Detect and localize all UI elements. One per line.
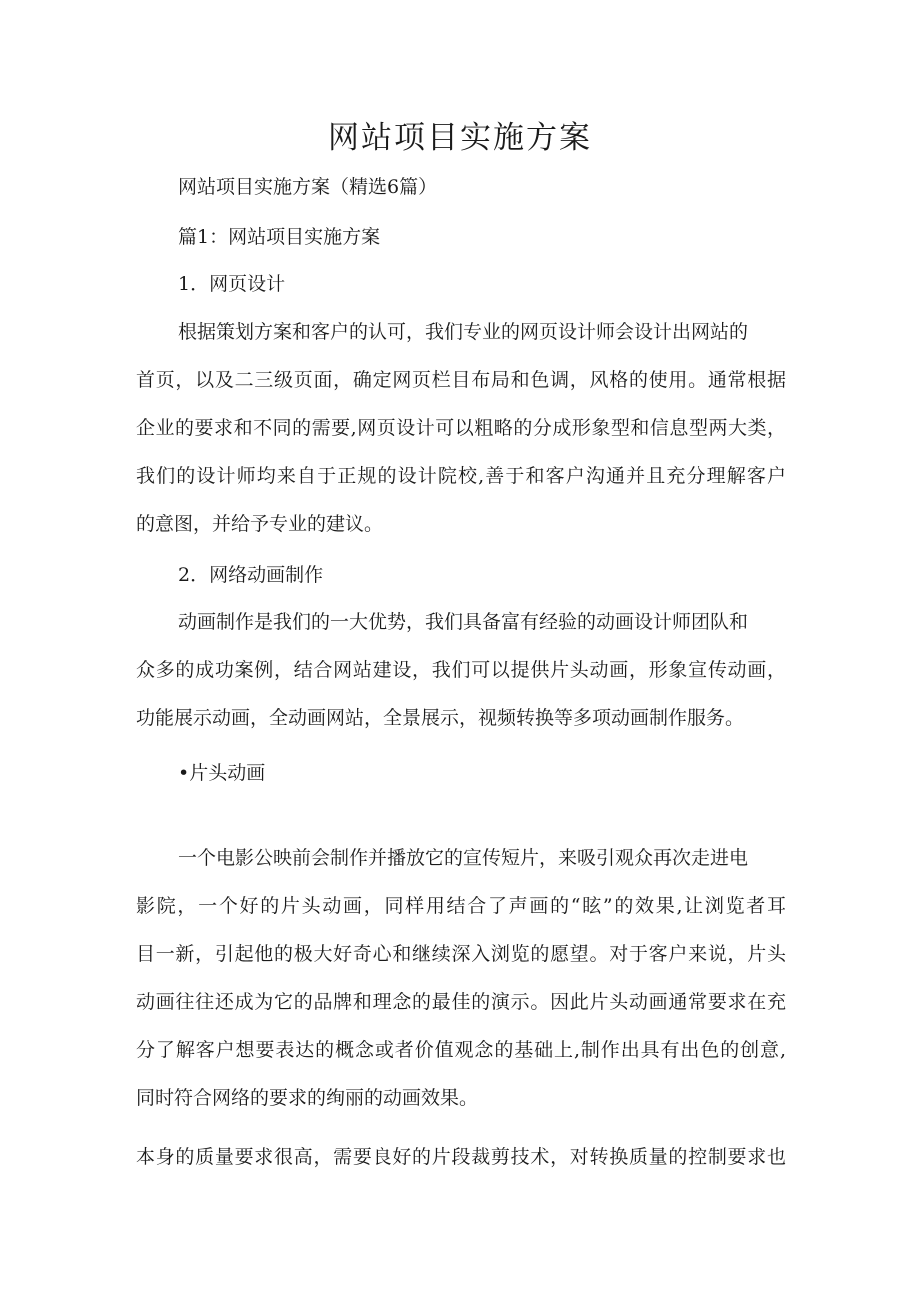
paragraph-line: 的意图，并给予专业的建议。	[136, 513, 384, 535]
section-heading-animation: 2．网络动画制作	[178, 564, 324, 586]
document-subtitle: 网站项目实施方案（精选6篇）	[178, 176, 438, 198]
paragraph-line: 动画往往还成为它的品牌和理念的最佳的演示。因此片头动画通常要求在充	[136, 991, 786, 1013]
paragraph-line: 一个电影公映前会制作并播放它的宣传短片，来吸引观众再次走进电	[178, 847, 749, 869]
paragraph-line: 企业的要求和不同的需要,网页设计可以粗略的分成形象型和信息型两大类，	[136, 417, 786, 439]
paragraph-line: 影院，一个好的片头动画，同样用结合了声画的“眩”的效果,让浏览者耳	[136, 895, 786, 917]
trailing-paragraph-line: 本身的质量要求很高，需要良好的片段裁剪技术，对转换质量的控制要求也	[136, 1146, 786, 1168]
bullet-item-intro-animation: •片头动画	[178, 762, 266, 784]
paragraph-line: 分了解客户想要表达的概念或者价值观念的基础上,制作出具有出色的创意,	[136, 1039, 786, 1061]
paragraph-line: 目一新，引起他的极大好奇心和继续深入浏览的愿望。对于客户来说，片头	[136, 943, 786, 965]
paragraph-line: 众多的成功案例，结合网站建设，我们可以提供片头动画，形象宣传动画，	[136, 659, 786, 681]
document-title: 网站项目实施方案	[328, 120, 592, 156]
chapter-heading: 篇1：网站项目实施方案	[178, 226, 381, 248]
paragraph-line: 我们的设计师均来自于正规的设计院校,善于和客户沟通并且充分理解客户	[136, 465, 786, 487]
paragraph-line: 根据策划方案和客户的认可，我们专业的网页设计师会设计出网站的	[178, 321, 749, 343]
paragraph-line: 功能展示动画，全动画网站，全景展示，视频转换等多项动画制作服务。	[136, 707, 745, 729]
paragraph-line: 首页，以及二三级页面，确定网页栏目布局和色调，风格的使用。通常根据	[136, 369, 786, 391]
paragraph-line: 同时符合网络的要求的绚丽的动画效果。	[136, 1087, 479, 1109]
section-heading-web-design: 1．网页设计	[178, 273, 286, 295]
paragraph-line: 动画制作是我们的一大优势，我们具备富有经验的动画设计师团队和	[178, 611, 749, 633]
